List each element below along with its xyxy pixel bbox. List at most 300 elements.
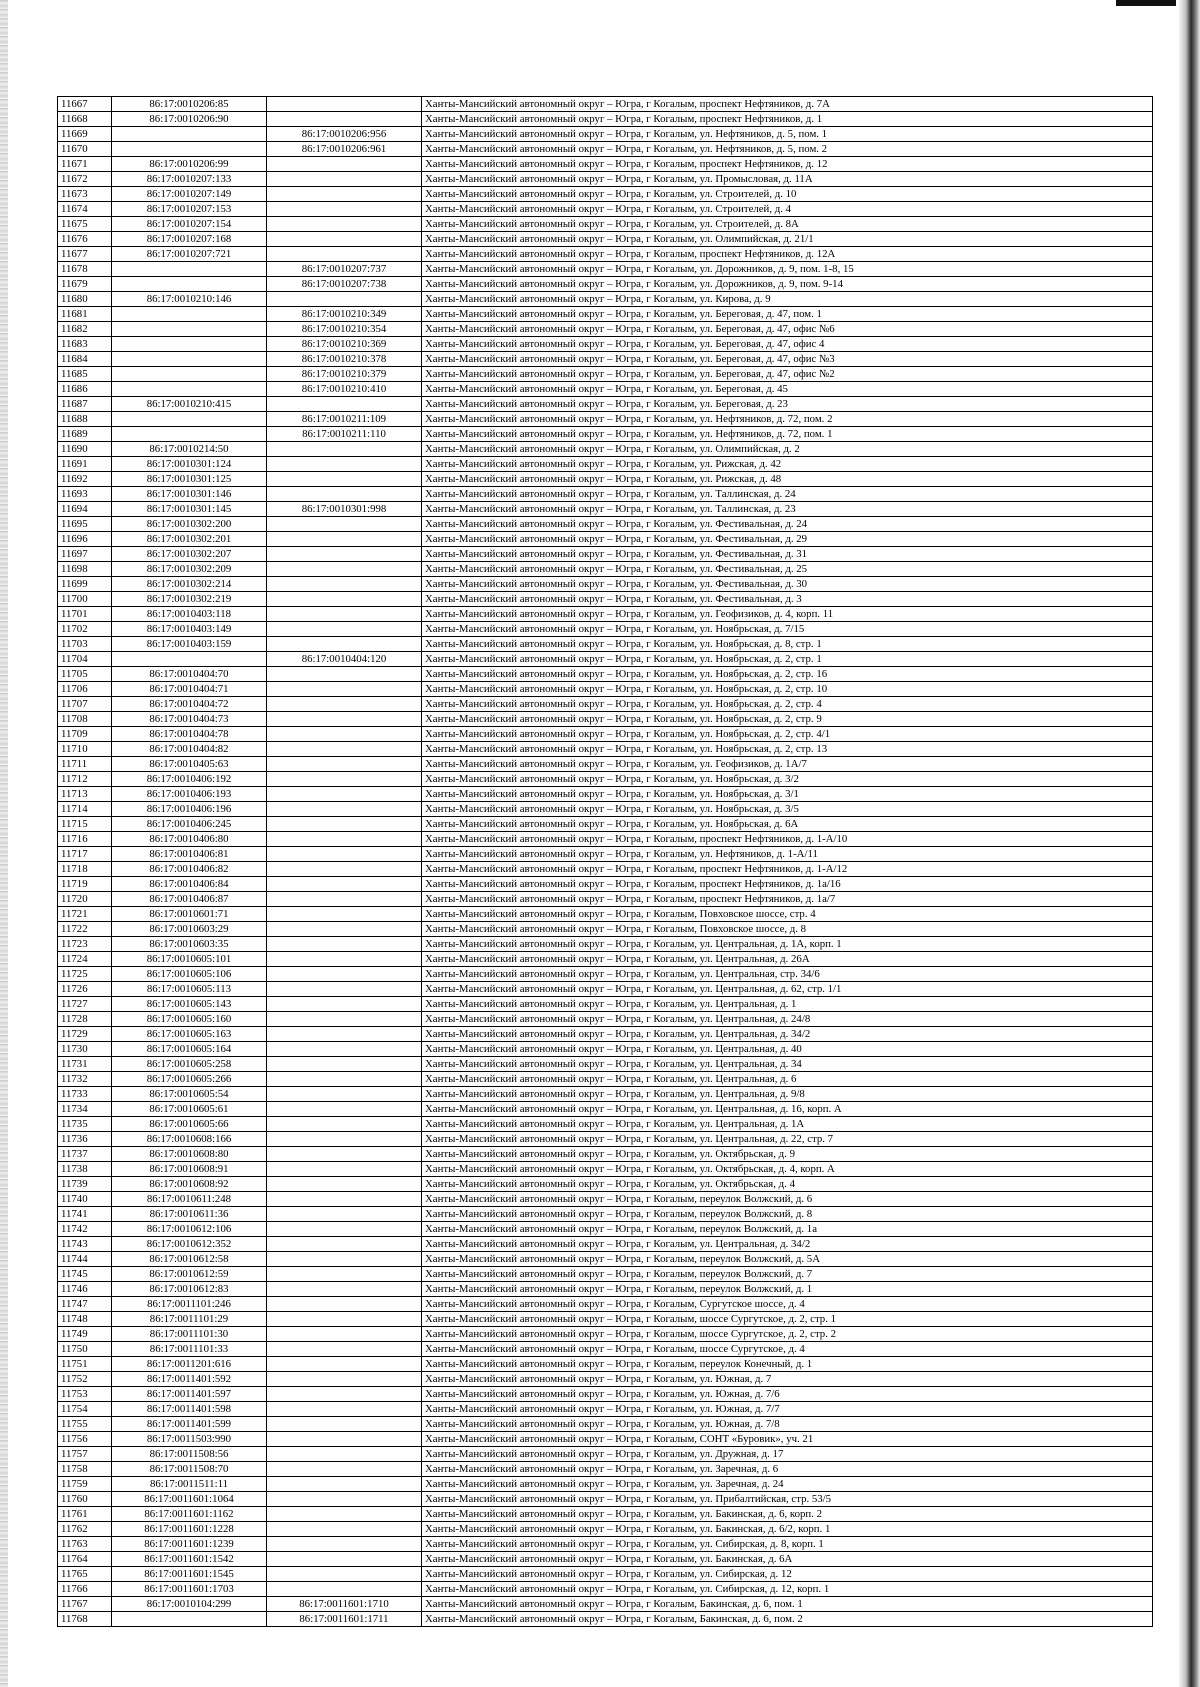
address: Ханты-Мансийский автономный округ – Югра, г Когалым, ул. Южная, д. 7/6 xyxy=(422,1387,1153,1402)
building-cadastral-number: 86:17:0010404:82 xyxy=(112,742,267,757)
premises-cadastral-number xyxy=(267,1087,422,1102)
address: Ханты-Мансийский автономный округ – Югра, г Когалым, ул. Строителей, д. 10 xyxy=(422,187,1153,202)
building-cadastral-number: 86:17:0010404:72 xyxy=(112,697,267,712)
building-cadastral-number: 86:17:0010210:415 xyxy=(112,397,267,412)
address: Ханты-Мансийский автономный округ – Югра, г Когалым, ул. Ноябрьская, д. 2, стр. 13 xyxy=(422,742,1153,757)
address: Ханты-Мансийский автономный округ – Югра, г Когалым, проспект Нефтяников, д. 7А xyxy=(422,97,1153,112)
address: Ханты-Мансийский автономный округ – Югра, г Когалым, ул. Нефтяников, д. 5, пом. 2 xyxy=(422,142,1153,157)
table-row xyxy=(58,1192,1153,1207)
address: Ханты-Мансийский автономный округ – Югра, г Когалым, ул. Олимпийская, д. 21/1 xyxy=(422,232,1153,247)
address: Ханты-Мансийский автономный округ – Югра, г Когалым, ул. Фестивальная, д. 25 xyxy=(422,562,1153,577)
premises-cadastral-number xyxy=(267,1582,422,1597)
table-row xyxy=(58,157,1153,172)
table-row xyxy=(58,862,1153,877)
building-cadastral-number: 86:17:0010214:50 xyxy=(112,442,267,457)
row-number: 11676 xyxy=(58,232,112,247)
table-row xyxy=(58,1117,1153,1132)
row-number: 11762 xyxy=(58,1522,112,1537)
row-number: 11710 xyxy=(58,742,112,757)
row-number: 11696 xyxy=(58,532,112,547)
address: Ханты-Мансийский автономный округ – Югра, г Когалым, ул. Ноябрьская, д. 2, стр. 4/1 xyxy=(422,727,1153,742)
premises-cadastral-number xyxy=(267,112,422,127)
building-cadastral-number: 86:17:0010207:149 xyxy=(112,187,267,202)
building-cadastral-number: 86:17:0011508:56 xyxy=(112,1447,267,1462)
table-row xyxy=(58,442,1153,457)
row-number: 11755 xyxy=(58,1417,112,1432)
row-number: 11736 xyxy=(58,1132,112,1147)
row-number: 11689 xyxy=(58,427,112,442)
premises-cadastral-number xyxy=(267,967,422,982)
building-cadastral-number: 86:17:0010605:143 xyxy=(112,997,267,1012)
table-row xyxy=(58,1102,1153,1117)
address: Ханты-Мансийский автономный округ – Югра, г Когалым, ул. Центральная, д. 1А xyxy=(422,1117,1153,1132)
table-row xyxy=(58,97,1153,112)
premises-cadastral-number xyxy=(267,1192,422,1207)
premises-cadastral-number xyxy=(267,1117,422,1132)
row-number: 11760 xyxy=(58,1492,112,1507)
scan-top-mark xyxy=(1116,0,1176,6)
table-row xyxy=(58,487,1153,502)
building-cadastral-number: 86:17:0010405:63 xyxy=(112,757,267,772)
row-number: 11705 xyxy=(58,667,112,682)
premises-cadastral-number xyxy=(267,1057,422,1072)
building-cadastral-number: 86:17:0010406:81 xyxy=(112,847,267,862)
table-row xyxy=(58,877,1153,892)
building-cadastral-number: 86:17:0010404:71 xyxy=(112,682,267,697)
building-cadastral-number: 86:17:0010210:146 xyxy=(112,292,267,307)
row-number: 11679 xyxy=(58,277,112,292)
premises-cadastral-number: 86:17:0010211:109 xyxy=(267,412,422,427)
building-cadastral-number: 86:17:0010605:266 xyxy=(112,1072,267,1087)
table-row xyxy=(58,997,1153,1012)
table-row xyxy=(58,382,1153,397)
table-row xyxy=(58,712,1153,727)
address: Ханты-Мансийский автономный округ – Югра, г Когалым, ул. Рижская, д. 42 xyxy=(422,457,1153,472)
premises-cadastral-number xyxy=(267,1477,422,1492)
address: Ханты-Мансийский автономный округ – Югра, г Когалым, ул. Ноябрьская, д. 3/5 xyxy=(422,802,1153,817)
address: Ханты-Мансийский автономный округ – Югра, г Когалым, ул. Нефтяников, д. 72, пом. 2 xyxy=(422,412,1153,427)
address: Ханты-Мансийский автономный округ – Югра, г Когалым, ул. Бакинская, д. 6/2, корп. 1 xyxy=(422,1522,1153,1537)
address: Ханты-Мансийский автономный округ – Югра, г Когалым, ул. Фестивальная, д. 3 xyxy=(422,592,1153,607)
row-number: 11732 xyxy=(58,1072,112,1087)
premises-cadastral-number xyxy=(267,1102,422,1117)
row-number: 11682 xyxy=(58,322,112,337)
premises-cadastral-number xyxy=(267,682,422,697)
row-number: 11701 xyxy=(58,607,112,622)
premises-cadastral-number xyxy=(267,892,422,907)
table-row xyxy=(58,1582,1153,1597)
row-number: 11709 xyxy=(58,727,112,742)
building-cadastral-number: 86:17:0011101:33 xyxy=(112,1342,267,1357)
premises-cadastral-number xyxy=(267,607,422,622)
building-cadastral-number: 86:17:0010406:193 xyxy=(112,787,267,802)
address: Ханты-Мансийский автономный округ – Югра, г Когалым, ул. Центральная, д. 22, стр. 7 xyxy=(422,1132,1153,1147)
premises-cadastral-number xyxy=(267,1372,422,1387)
building-cadastral-number: 86:17:0010611:36 xyxy=(112,1207,267,1222)
address: Ханты-Мансийский автономный округ – Югра, г Когалым, ул. Дорожников, д. 9, пом. 1-8, 15 xyxy=(422,262,1153,277)
row-number: 11749 xyxy=(58,1327,112,1342)
row-number: 11756 xyxy=(58,1432,112,1447)
row-number: 11737 xyxy=(58,1147,112,1162)
row-number: 11704 xyxy=(58,652,112,667)
address: Ханты-Мансийский автономный округ – Югра, г Когалым, ул. Прибалтийская, стр. 53/5 xyxy=(422,1492,1153,1507)
table-row xyxy=(58,1552,1153,1567)
address: Ханты-Мансийский автономный округ – Югра, г Когалым, переулок Волжский, д. 8 xyxy=(422,1207,1153,1222)
premises-cadastral-number xyxy=(267,1552,422,1567)
table-row xyxy=(58,547,1153,562)
address: Ханты-Мансийский автономный округ – Югра, г Когалым, шоссе Сургутское, д. 2, стр. 2 xyxy=(422,1327,1153,1342)
table-row xyxy=(58,262,1153,277)
address: Ханты-Мансийский автономный округ – Югра, г Когалым, ул. Сибирская, д. 8, корп. 1 xyxy=(422,1537,1153,1552)
registry-body xyxy=(58,97,1153,1627)
premises-cadastral-number: 86:17:0010207:738 xyxy=(267,277,422,292)
building-cadastral-number: 86:17:0010605:160 xyxy=(112,1012,267,1027)
address: Ханты-Мансийский автономный округ – Югра, г Когалым, ул. Береговая, д. 47, офис №6 xyxy=(422,322,1153,337)
premises-cadastral-number xyxy=(267,697,422,712)
building-cadastral-number: 86:17:0010302:214 xyxy=(112,577,267,592)
table-row xyxy=(58,772,1153,787)
premises-cadastral-number: 86:17:0010210:354 xyxy=(267,322,422,337)
premises-cadastral-number xyxy=(267,1462,422,1477)
premises-cadastral-number xyxy=(267,1417,422,1432)
address: Ханты-Мансийский автономный округ – Югра, г Когалым, ул. Заречная, д. 6 xyxy=(422,1462,1153,1477)
building-cadastral-number xyxy=(112,382,267,397)
address: Ханты-Мансийский автономный округ – Югра, г Когалым, ул. Ноябрьская, д. 3/2 xyxy=(422,772,1153,787)
premises-cadastral-number: 86:17:0010210:410 xyxy=(267,382,422,397)
building-cadastral-number: 86:17:0010206:85 xyxy=(112,97,267,112)
premises-cadastral-number xyxy=(267,532,422,547)
address: Ханты-Мансийский автономный округ – Югра, г Когалым, ул. Центральная, д. 62, стр. 1/1 xyxy=(422,982,1153,997)
table-row xyxy=(58,1042,1153,1057)
table-row xyxy=(58,1492,1153,1507)
building-cadastral-number xyxy=(112,352,267,367)
property-registry-table xyxy=(57,96,1153,1627)
address: Ханты-Мансийский автономный округ – Югра, г Когалым, ул. Южная, д. 7/7 xyxy=(422,1402,1153,1417)
address: Ханты-Мансийский автономный округ – Югра, г Когалым, ул. Центральная, д. 6 xyxy=(422,1072,1153,1087)
premises-cadastral-number xyxy=(267,1027,422,1042)
premises-cadastral-number xyxy=(267,787,422,802)
address: Ханты-Мансийский автономный округ – Югра, г Когалым, ул. Дорожников, д. 9, пом. 9-14 xyxy=(422,277,1153,292)
premises-cadastral-number xyxy=(267,907,422,922)
building-cadastral-number: 86:17:0010612:352 xyxy=(112,1237,267,1252)
address: Ханты-Мансийский автономный округ – Югра, г Когалым, ул. Фестивальная, д. 30 xyxy=(422,577,1153,592)
address: Ханты-Мансийский автономный округ – Югра, г Когалым, ул. Геофизиков, д. 4, корп. 11 xyxy=(422,607,1153,622)
address: Ханты-Мансийский автономный округ – Югра, г Когалым, Бакинская, д. 6, пом. 1 xyxy=(422,1597,1153,1612)
building-cadastral-number: 86:17:0010302:200 xyxy=(112,517,267,532)
table-row xyxy=(58,1177,1153,1192)
building-cadastral-number: 86:17:0010404:78 xyxy=(112,727,267,742)
premises-cadastral-number xyxy=(267,667,422,682)
row-number: 11677 xyxy=(58,247,112,262)
premises-cadastral-number xyxy=(267,1012,422,1027)
address: Ханты-Мансийский автономный округ – Югра, г Когалым, ул. Центральная, д. 1А, корп. 1 xyxy=(422,937,1153,952)
building-cadastral-number: 86:17:0011601:1542 xyxy=(112,1552,267,1567)
address: Ханты-Мансийский автономный округ – Югра, г Когалым, проспект Нефтяников, д. 1а/7 xyxy=(422,892,1153,907)
row-number: 11744 xyxy=(58,1252,112,1267)
address: Ханты-Мансийский автономный округ – Югра, г Когалым, ул. Промысловая, д. 11А xyxy=(422,172,1153,187)
row-number: 11754 xyxy=(58,1402,112,1417)
table-row xyxy=(58,247,1153,262)
table-row xyxy=(58,1402,1153,1417)
building-cadastral-number: 86:17:0010207:721 xyxy=(112,247,267,262)
premises-cadastral-number xyxy=(267,1507,422,1522)
premises-cadastral-number xyxy=(267,1237,422,1252)
row-number: 11734 xyxy=(58,1102,112,1117)
table-row xyxy=(58,1222,1153,1237)
table-row xyxy=(58,667,1153,682)
premises-cadastral-number: 86:17:0010206:956 xyxy=(267,127,422,142)
address: Ханты-Мансийский автономный округ – Югра, г Когалым, проспект Нефтяников, д. 1а/16 xyxy=(422,877,1153,892)
building-cadastral-number: 86:17:0011101:246 xyxy=(112,1297,267,1312)
table-row xyxy=(58,277,1153,292)
row-number: 11735 xyxy=(58,1117,112,1132)
row-number: 11719 xyxy=(58,877,112,892)
row-number: 11690 xyxy=(58,442,112,457)
building-cadastral-number: 86:17:0010301:124 xyxy=(112,457,267,472)
building-cadastral-number: 86:17:0010206:99 xyxy=(112,157,267,172)
premises-cadastral-number xyxy=(267,1282,422,1297)
row-number: 11740 xyxy=(58,1192,112,1207)
table-row xyxy=(58,187,1153,202)
row-number: 11738 xyxy=(58,1162,112,1177)
address: Ханты-Мансийский автономный округ – Югра, г Когалым, проспект Нефтяников, д. 12А xyxy=(422,247,1153,262)
address: Ханты-Мансийский автономный округ – Югра, г Когалым, ул. Береговая, д. 23 xyxy=(422,397,1153,412)
address: Ханты-Мансийский автономный округ – Югра, г Когалым, ул. Центральная, д. 9/8 xyxy=(422,1087,1153,1102)
row-number: 11699 xyxy=(58,577,112,592)
table-row xyxy=(58,217,1153,232)
row-number: 11726 xyxy=(58,982,112,997)
premises-cadastral-number xyxy=(267,982,422,997)
table-row xyxy=(58,142,1153,157)
row-number: 11731 xyxy=(58,1057,112,1072)
premises-cadastral-number xyxy=(267,817,422,832)
row-number: 11764 xyxy=(58,1552,112,1567)
row-number: 11758 xyxy=(58,1462,112,1477)
premises-cadastral-number xyxy=(267,757,422,772)
address: Ханты-Мансийский автономный округ – Югра, г Когалым, ул. Фестивальная, д. 31 xyxy=(422,547,1153,562)
table-row xyxy=(58,832,1153,847)
address: Ханты-Мансийский автономный округ – Югра, г Когалым, ул. Ноябрьская, д. 2, стр. 1 xyxy=(422,652,1153,667)
table-row xyxy=(58,1462,1153,1477)
building-cadastral-number: 86:17:0010406:82 xyxy=(112,862,267,877)
premises-cadastral-number xyxy=(267,97,422,112)
building-cadastral-number: 86:17:0011401:592 xyxy=(112,1372,267,1387)
building-cadastral-number: 86:17:0010406:87 xyxy=(112,892,267,907)
premises-cadastral-number xyxy=(267,1177,422,1192)
building-cadastral-number: 86:17:0010605:258 xyxy=(112,1057,267,1072)
premises-cadastral-number xyxy=(267,1432,422,1447)
row-number: 11706 xyxy=(58,682,112,697)
address: Ханты-Мансийский автономный округ – Югра, г Когалым, Повховское шоссе, д. 8 xyxy=(422,922,1153,937)
building-cadastral-number: 86:17:0010404:70 xyxy=(112,667,267,682)
building-cadastral-number: 86:17:0010207:133 xyxy=(112,172,267,187)
building-cadastral-number: 86:17:0010603:35 xyxy=(112,937,267,952)
premises-cadastral-number xyxy=(267,952,422,967)
row-number: 11700 xyxy=(58,592,112,607)
row-number: 11728 xyxy=(58,1012,112,1027)
premises-cadastral-number xyxy=(267,1207,422,1222)
row-number: 11766 xyxy=(58,1582,112,1597)
premises-cadastral-number xyxy=(267,1387,422,1402)
row-number: 11753 xyxy=(58,1387,112,1402)
table-row xyxy=(58,1477,1153,1492)
building-cadastral-number xyxy=(112,412,267,427)
table-row xyxy=(58,817,1153,832)
premises-cadastral-number xyxy=(267,742,422,757)
building-cadastral-number: 86:17:0011601:1545 xyxy=(112,1567,267,1582)
table-row xyxy=(58,577,1153,592)
table-row xyxy=(58,637,1153,652)
row-number: 11674 xyxy=(58,202,112,217)
table-row xyxy=(58,1237,1153,1252)
premises-cadastral-number xyxy=(267,1252,422,1267)
address: Ханты-Мансийский автономный округ – Югра, г Когалым, ул. Южная, д. 7 xyxy=(422,1372,1153,1387)
premises-cadastral-number xyxy=(267,847,422,862)
building-cadastral-number xyxy=(112,427,267,442)
table-row xyxy=(58,1357,1153,1372)
table-row xyxy=(58,172,1153,187)
address: Ханты-Мансийский автономный округ – Югра, г Когалым, ул. Береговая, д. 47, офис №2 xyxy=(422,367,1153,382)
premises-cadastral-number xyxy=(267,1567,422,1582)
address: Ханты-Мансийский автономный округ – Югра, г Когалым, ул. Центральная, д. 34/2 xyxy=(422,1027,1153,1042)
building-cadastral-number: 86:17:0011201:616 xyxy=(112,1357,267,1372)
row-number: 11723 xyxy=(58,937,112,952)
table-row xyxy=(58,1132,1153,1147)
row-number: 11708 xyxy=(58,712,112,727)
building-cadastral-number: 86:17:0010605:66 xyxy=(112,1117,267,1132)
premises-cadastral-number xyxy=(267,1492,422,1507)
address: Ханты-Мансийский автономный округ – Югра, г Когалым, ул. Центральная, д. 34 xyxy=(422,1057,1153,1072)
row-number: 11680 xyxy=(58,292,112,307)
row-number: 11694 xyxy=(58,502,112,517)
premises-cadastral-number xyxy=(267,247,422,262)
premises-cadastral-number xyxy=(267,592,422,607)
row-number: 11727 xyxy=(58,997,112,1012)
premises-cadastral-number xyxy=(267,922,422,937)
row-number: 11688 xyxy=(58,412,112,427)
premises-cadastral-number: 86:17:0010210:378 xyxy=(267,352,422,367)
row-number: 11729 xyxy=(58,1027,112,1042)
address: Ханты-Мансийский автономный округ – Югра, г Когалым, ул. Октябрьская, д. 9 xyxy=(422,1147,1153,1162)
premises-cadastral-number xyxy=(267,622,422,637)
table-row xyxy=(58,1417,1153,1432)
address: Ханты-Мансийский автономный округ – Югра, г Когалым, ул. Центральная, д. 40 xyxy=(422,1042,1153,1057)
scan-left-edge xyxy=(0,0,8,1687)
building-cadastral-number: 86:17:0010605:54 xyxy=(112,1087,267,1102)
table-row xyxy=(58,907,1153,922)
row-number: 11692 xyxy=(58,472,112,487)
table-row xyxy=(58,1447,1153,1462)
address: Ханты-Мансийский автономный округ – Югра, г Когалым, ул. Нефтяников, д. 5, пом. 1 xyxy=(422,127,1153,142)
address: Ханты-Мансийский автономный округ – Югра, г Когалым, ул. Ноябрьская, д. 8, стр. 1 xyxy=(422,637,1153,652)
row-number: 11714 xyxy=(58,802,112,817)
address: Ханты-Мансийский автономный округ – Югра, г Когалым, ул. Центральная, д. 24/8 xyxy=(422,1012,1153,1027)
building-cadastral-number: 86:17:0010406:84 xyxy=(112,877,267,892)
row-number: 11730 xyxy=(58,1042,112,1057)
address: Ханты-Мансийский автономный округ – Югра, г Когалым, ул. Кирова, д. 9 xyxy=(422,292,1153,307)
row-number: 11683 xyxy=(58,337,112,352)
premises-cadastral-number: 86:17:0010210:349 xyxy=(267,307,422,322)
address: Ханты-Мансийский автономный округ – Югра, г Когалым, ул. Ноябрьская, д. 2, стр. 10 xyxy=(422,682,1153,697)
building-cadastral-number: 86:17:0010403:118 xyxy=(112,607,267,622)
table-row xyxy=(58,397,1153,412)
building-cadastral-number: 86:17:0010207:168 xyxy=(112,232,267,247)
building-cadastral-number: 86:17:0011601:1703 xyxy=(112,1582,267,1597)
address: Ханты-Мансийский автономный округ – Югра, г Когалым, ул. Рижская, д. 48 xyxy=(422,472,1153,487)
premises-cadastral-number xyxy=(267,862,422,877)
row-number: 11697 xyxy=(58,547,112,562)
table-row xyxy=(58,697,1153,712)
address: Ханты-Мансийский автономный округ – Югра, г Когалым, ул. Нефтяников, д. 72, пом. 1 xyxy=(422,427,1153,442)
building-cadastral-number: 86:17:0010406:196 xyxy=(112,802,267,817)
premises-cadastral-number xyxy=(267,157,422,172)
table-row xyxy=(58,1567,1153,1582)
row-number: 11742 xyxy=(58,1222,112,1237)
table-row xyxy=(58,457,1153,472)
table-row xyxy=(58,1252,1153,1267)
table-row xyxy=(58,757,1153,772)
premises-cadastral-number xyxy=(267,562,422,577)
building-cadastral-number: 86:17:0011101:30 xyxy=(112,1327,267,1342)
building-cadastral-number: 86:17:0011503:990 xyxy=(112,1432,267,1447)
building-cadastral-number: 86:17:0010612:58 xyxy=(112,1252,267,1267)
scan-right-edge xyxy=(1178,0,1200,1687)
premises-cadastral-number xyxy=(267,1042,422,1057)
row-number: 11752 xyxy=(58,1372,112,1387)
building-cadastral-number: 86:17:0010608:80 xyxy=(112,1147,267,1162)
building-cadastral-number: 86:17:0011401:598 xyxy=(112,1402,267,1417)
premises-cadastral-number xyxy=(267,1312,422,1327)
building-cadastral-number: 86:17:0010605:106 xyxy=(112,967,267,982)
building-cadastral-number: 86:17:0010601:71 xyxy=(112,907,267,922)
premises-cadastral-number xyxy=(267,727,422,742)
premises-cadastral-number: 86:17:0011601:1711 xyxy=(267,1612,422,1627)
address: Ханты-Мансийский автономный округ – Югра, г Когалым, переулок Волжский, д. 7 xyxy=(422,1267,1153,1282)
premises-cadastral-number xyxy=(267,832,422,847)
building-cadastral-number: 86:17:0011601:1064 xyxy=(112,1492,267,1507)
table-row xyxy=(58,517,1153,532)
table-row xyxy=(58,847,1153,862)
address: Ханты-Мансийский автономный округ – Югра, г Когалым, ул. Фестивальная, д. 29 xyxy=(422,532,1153,547)
row-number: 11750 xyxy=(58,1342,112,1357)
table-row xyxy=(58,202,1153,217)
table-row xyxy=(58,727,1153,742)
address: Ханты-Мансийский автономный округ – Югра, г Когалым, проспект Нефтяников, д. 1-А/10 xyxy=(422,832,1153,847)
building-cadastral-number: 86:17:0010301:125 xyxy=(112,472,267,487)
address: Ханты-Мансийский автономный округ – Югра, г Когалым, ул. Олимпийская, д. 2 xyxy=(422,442,1153,457)
address: Ханты-Мансийский автономный округ – Югра, г Когалым, ул. Береговая, д. 47, офис 4 xyxy=(422,337,1153,352)
premises-cadastral-number xyxy=(267,1267,422,1282)
building-cadastral-number: 86:17:0011601:1239 xyxy=(112,1537,267,1552)
row-number: 11669 xyxy=(58,127,112,142)
premises-cadastral-number: 86:17:0010206:961 xyxy=(267,142,422,157)
building-cadastral-number: 86:17:0011601:1162 xyxy=(112,1507,267,1522)
row-number: 11707 xyxy=(58,697,112,712)
building-cadastral-number: 86:17:0011508:70 xyxy=(112,1462,267,1477)
address: Ханты-Мансийский автономный округ – Югра, г Когалым, ул. Ноябрьская, д. 2, стр. 16 xyxy=(422,667,1153,682)
building-cadastral-number xyxy=(112,277,267,292)
table-row xyxy=(58,1072,1153,1087)
address: Ханты-Мансийский автономный округ – Югра, г Когалым, ул. Бакинская, д. 6, корп. 2 xyxy=(422,1507,1153,1522)
row-number: 11713 xyxy=(58,787,112,802)
building-cadastral-number: 86:17:0010406:80 xyxy=(112,832,267,847)
premises-cadastral-number xyxy=(267,997,422,1012)
table-row xyxy=(58,622,1153,637)
address: Ханты-Мансийский автономный округ – Югра, г Когалым, проспект Нефтяников, д. 1-А/12 xyxy=(422,862,1153,877)
address: Ханты-Мансийский автономный округ – Югра, г Когалым, ул. Бакинская, д. 6А xyxy=(422,1552,1153,1567)
building-cadastral-number: 86:17:0010302:209 xyxy=(112,562,267,577)
premises-cadastral-number xyxy=(267,487,422,502)
